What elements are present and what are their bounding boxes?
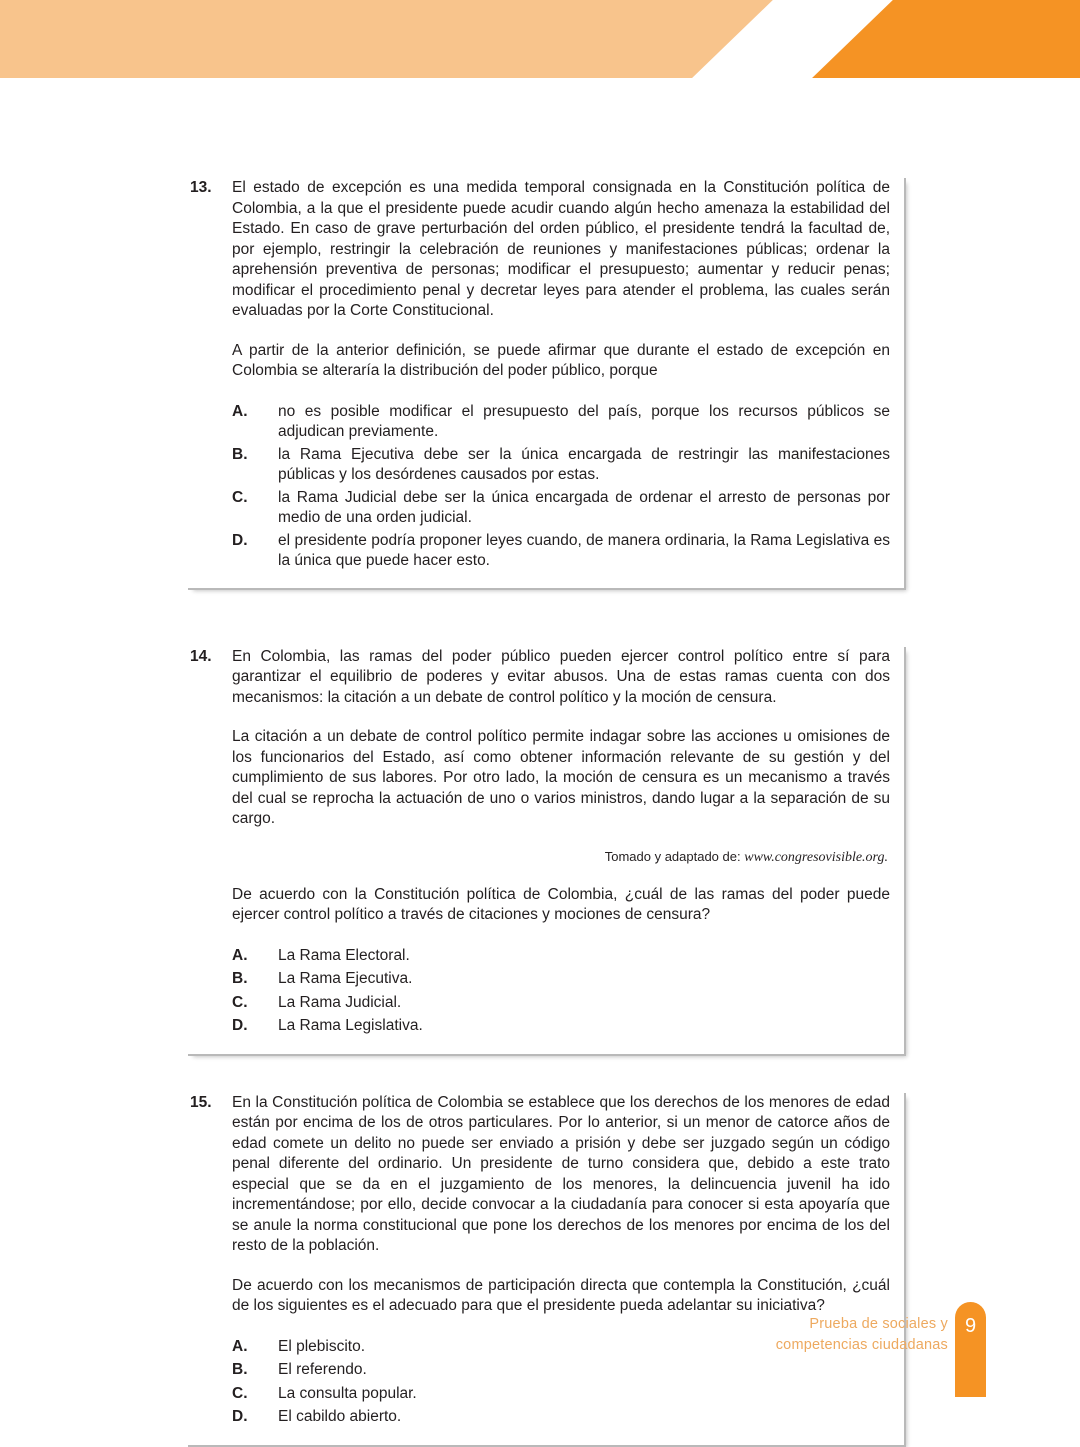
option-letter: D. (232, 1408, 248, 1425)
footer-label-line-2: competencias ciudadanas (775, 1337, 948, 1353)
question-stem-paragraph: En Colombia, las ramas del poder público pueden ejercer control político entre sí para garantizar el equilibrio de poderes y evitar abusos. Una de estas ramas cuenta con dos mecanismos: la citación a un debate de control político y la moción de censura. (232, 647, 890, 706)
answer-option[interactable] (232, 445, 890, 486)
option-letter: D. (232, 1017, 248, 1034)
option-text: El referendo. (278, 1361, 367, 1378)
answer-option[interactable] (232, 488, 890, 529)
question-number-13: 13. (190, 179, 212, 196)
option-text: La Rama Ejecutiva. (278, 970, 413, 987)
answer-options-14 (232, 946, 890, 1037)
question-stem-paragraph: El estado de excepción es una medida temporal consignada en la Constitución política de Colombia, a la que el presidente puede acudir cuando algún hecho amenaza la estabilidad del Estado. En caso de grave perturbación del orden público, el presidente tendrá la facultad de, por ejemplo, restringir la celebración de reuniones y manifestaciones públicas; ordenar la aprehensión preventiva de personas; modificar el presupuesto; aumentar y reducir penas; modificar el procedimiento penal y decretar leyes para atender el problema, las cuales serán evaluadas por la Corte Constitucional. (232, 179, 890, 319)
question-block-13 (0, 78, 1080, 590)
option-text: La consulta popular. (278, 1384, 417, 1402)
option-text: La Rama Electoral. (278, 946, 410, 964)
question-context-paragraph: La citación a un debate de control político permite indagar sobre las acciones u omisiones de los funcionarios del Estado, así como obtener información relevante de su gestión y del cumplimiento de sus labores. Por otro lado, la moción de censura es un mecanismo a través del cual se reprocha la actuación de uno o varios ministros, dando lugar a la separación de su cargo. (232, 728, 890, 827)
question-body-14 (232, 647, 890, 1040)
answer-option[interactable] (232, 993, 890, 1014)
block-spacer (0, 590, 1080, 647)
source-label: Tomado y adaptado de: (604, 848, 741, 864)
option-text: La Rama Judicial. (278, 993, 402, 1011)
option-letter: D. (232, 531, 248, 549)
option-letter: C. (232, 993, 248, 1011)
answer-option[interactable] (232, 1407, 890, 1428)
page-header-banner (0, 0, 1080, 78)
option-letter: A. (232, 946, 248, 964)
option-text: no es posible modificar el presupuesto del país, porque los recursos públicos se adjudican previamente. (278, 402, 890, 440)
page-number-tab (955, 1302, 986, 1397)
answer-option[interactable] (232, 531, 890, 572)
block-spacer (0, 1056, 1080, 1093)
question-prompt-paragraph: De acuerdo con los mecanismos de participación directa que contempla la Constitución, ¿cuál de los siguientes es el adecuado para que el presidente pueda adelantar su iniciativa? (232, 1276, 890, 1314)
option-letter: A. (232, 402, 248, 420)
option-text: el presidente podría proponer leyes cuando, de manera ordinaria, la Rama Legislativa es la única que puede hacer esto. (278, 531, 890, 569)
answer-options-13 (232, 402, 890, 572)
answer-option[interactable] (232, 402, 890, 443)
footer-label-line-1: Prueba de sociales y (809, 1316, 948, 1332)
source-url: www.congresovisible.org. (744, 849, 888, 865)
question-stem-paragraph: En la Constitución política de Colombia se establece que los derechos de los menores de edad están por encima de los de otros particulares. Por lo anterior, si un menor de catorce años de edad comete un delito no puede ser enviado a prisión y debe ser juzgado según un código penal diferente del ordinario. Un presidente de turno considera que, debido a este trato especial que se da en el juzgamiento de los menores, la delincuencia juvenil ha ido incrementándose; por ello, decide convocar a la ciudadanía para conocer si esta apoyaría que se anule la norma constitucional que pone los derechos de los menores por encima de los del resto de la población. (232, 1093, 890, 1254)
option-letter: B. (232, 970, 248, 987)
answer-option[interactable] (232, 946, 890, 967)
option-letter: A. (232, 1337, 248, 1355)
question-prompt-paragraph: De acuerdo con la Constitución política de Colombia, ¿cuál de las ramas del poder puede ejercer control político a través de citaciones y mociones de censura? (232, 885, 890, 923)
option-letter: C. (232, 488, 248, 506)
option-letter: B. (232, 445, 248, 463)
option-letter: B. (232, 1361, 248, 1378)
answer-option[interactable] (232, 969, 890, 990)
question-body-13 (232, 178, 890, 574)
option-text: El plebiscito. (278, 1337, 366, 1355)
page-number: 9 (964, 1315, 977, 1337)
option-text: la Rama Judicial debe ser la única encargada de ordenar el arresto de personas por medio de una orden judicial. (278, 488, 890, 526)
answer-option[interactable] (232, 1016, 890, 1037)
option-text: El cabildo abierto. (278, 1408, 402, 1425)
question-block-14 (0, 647, 1080, 1056)
source-attribution (232, 848, 890, 867)
question-box-13 (188, 178, 906, 590)
question-prompt-paragraph: A partir de la anterior definición, se puede afirmar que durante el estado de excepción en Colombia se alteraría la distribución del poder público, porque (232, 341, 890, 379)
question-box-14 (188, 647, 906, 1056)
question-number-14: 14. (190, 647, 212, 665)
footer-section-label (776, 1314, 948, 1356)
page-content (0, 78, 1080, 1447)
option-letter: C. (232, 1384, 248, 1402)
option-text: la Rama Ejecutiva debe ser la única encargada de restringir las manifestaciones públicas y los desórdenes causados por estas. (278, 445, 890, 483)
option-text: La Rama Legislativa. (278, 1017, 423, 1034)
page-footer (0, 1302, 1080, 1397)
question-number-15: 15. (190, 1093, 212, 1111)
